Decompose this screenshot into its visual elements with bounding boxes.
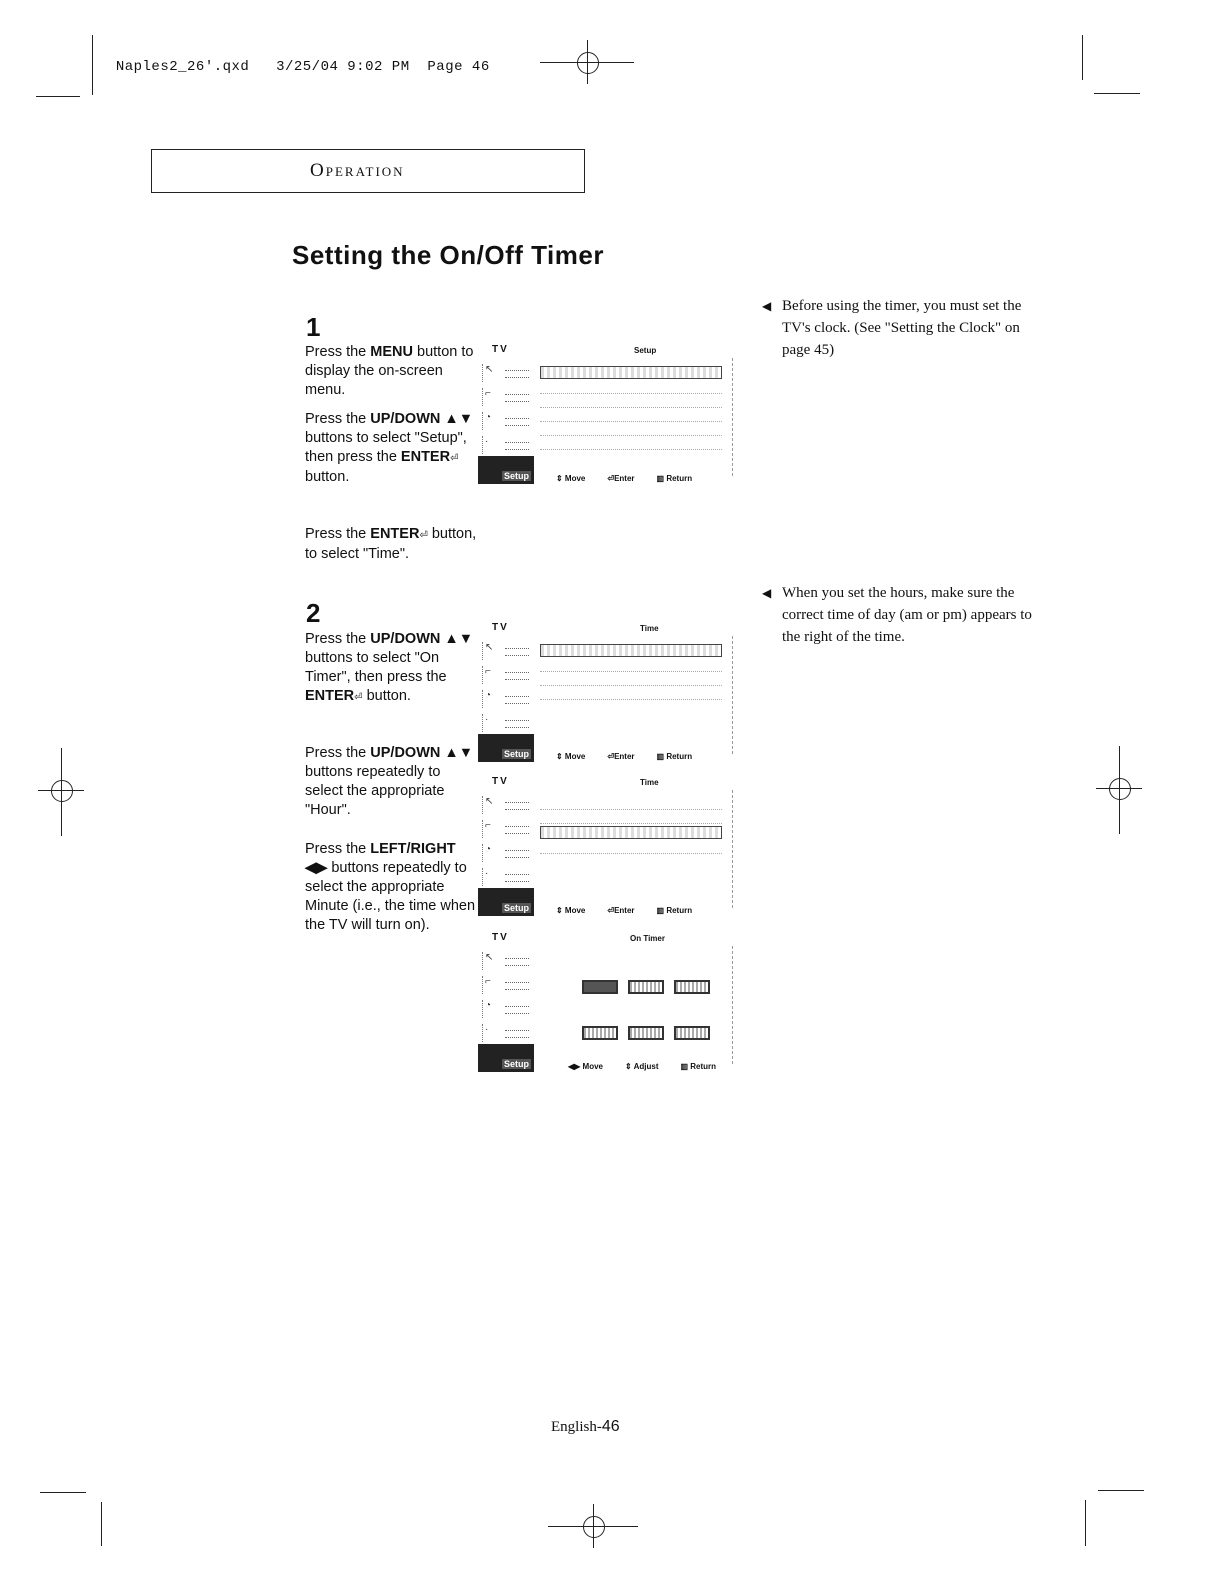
picture-icon: ↖ [482,364,533,382]
return-hint-text: Return [666,752,693,761]
osd-row [540,812,722,824]
slug-file: Naples2_26'.qxd [115,59,250,75]
note-arrow-icon: ◀ [762,299,772,313]
page-number [551,1418,620,1436]
minute-field [628,980,664,994]
section-label: Operation [310,160,405,181]
step-2-para-1 [305,630,480,707]
osd-tv-label: TV [492,622,509,633]
enter-key: ENTER [400,449,451,465]
picture-icon: ↖ [482,952,533,970]
footer-page: 46 [601,1418,620,1435]
enter-hint: ⏎Enter [607,752,635,761]
updown-key: UP/DOWN ▲▼ [370,745,474,761]
osd-row [540,410,722,422]
print-slug [98,43,490,75]
updown-key: UP/DOWN ▲▼ [370,411,474,427]
text: buttons to select "On Timer", then press the [305,650,447,685]
enter-hint-text: Enter [614,474,635,483]
slug-page: Page 46 [427,59,490,75]
enter-key: ENTER [370,526,420,542]
channel-icon: ◔ [482,1000,533,1018]
channel-field [582,1026,618,1040]
footer-lang: English- [551,1419,602,1435]
setup-tile-icon [478,888,534,916]
osd-screen-time-2 [478,776,740,924]
osd-tv-label: TV [492,344,509,355]
leftright-key: LEFT/RIGHT ◀▶ [305,841,456,876]
return-hint-text: Return [690,1062,717,1071]
setup-label: Setup [503,749,529,759]
picture-icon: ↖ [482,796,533,814]
crop-mark [40,1492,86,1493]
note-text: Before using the timer, you must set the TV's clock. (See "Setting the Clock" on page 45) [782,298,1022,358]
text: button, to select "Time". [305,526,477,562]
osd-screen-time-1 [478,622,740,770]
crop-mark [1085,1500,1086,1546]
setup-tile-icon [478,1044,534,1072]
osd-row [540,438,722,450]
updown-key: UP/DOWN ▲▼ [370,631,474,647]
osd-row-selected [540,366,722,379]
enter-icon: ⏎ [354,692,363,703]
sound-icon: ⌐ [482,820,533,838]
setup-label: Setup [503,471,529,481]
crop-mark [92,35,93,95]
osd-row [540,674,722,686]
return-hint-text: Return [666,906,693,915]
osd-row [540,382,722,394]
osd-row [540,396,722,408]
osd-row-selected [540,826,722,839]
osd-tv-label: TV [492,776,509,787]
text: Press the [305,411,371,427]
note-arrow-icon: ◀ [762,586,772,600]
osd-row [540,424,722,436]
osd-panel [536,636,733,754]
text: Press the [305,344,371,360]
osd-panel [536,790,733,908]
osd-menu-title: Time [640,624,659,633]
osd-icon-column [478,946,536,1068]
osd-icon-column [478,790,536,912]
osd-menu-title: Time [640,778,659,787]
step-1-para-2 [305,410,480,487]
osd-tv-label: TV [492,932,509,943]
text: buttons repeatedly to select the appropriate "Hour". [305,764,445,818]
sound-icon: ⌐ [482,976,533,994]
setup-label: Setup [503,1059,529,1069]
enter-icon: ⏎ [450,453,459,464]
osd-panel [536,358,733,476]
step-1-number: 1 [306,312,321,342]
hour-field [582,980,618,994]
channel-icon: ◔ [482,690,533,708]
sound-icon: ⌐ [482,666,533,684]
note-text: When you set the hours, make sure the correct time of day (am or pm) appears to the right of the time. [782,585,1032,645]
crop-mark [101,1502,102,1546]
input-icon: · [482,714,533,732]
ampm-field [674,980,710,994]
volume-field [628,1026,664,1040]
input-icon: · [482,1024,533,1042]
slug-date: 3/25/04 [276,59,339,75]
page-title: Setting the On/Off Timer [292,240,604,270]
osd-menu-title: Setup [634,346,657,355]
enter-hint: ⏎Enter [607,906,635,915]
move-hint: ◀▶ Move [568,1062,603,1071]
text: button to display the on-screen menu. [305,344,474,398]
osd-footer [568,1062,738,1071]
channel-icon: ◔ [482,844,533,862]
step-1-para-3 [305,525,480,564]
crop-mark [1082,35,1083,80]
return-hint: ▥ Return [656,906,693,915]
move-hint: ⇕ Move [556,752,586,761]
move-hint: ⇕ Move [556,474,586,483]
note-before-timer [762,295,1042,361]
osd-screen-on-timer [478,932,740,1080]
enter-hint-text: Enter [614,752,635,761]
osd-footer [556,906,714,915]
text: buttons to select "Setup", then press the [305,430,467,465]
setup-label: Setup [503,903,529,913]
setup-tile-icon [478,456,534,484]
move-hint: ⇕ Move [556,906,586,915]
enter-key: ENTER [305,688,355,704]
step-2-para-2 [305,744,480,820]
step-2-para-3 [305,840,480,935]
input-icon: · [482,436,533,454]
osd-row [540,842,722,854]
return-hint: ▥ Return [656,752,693,761]
osd-row [540,688,722,700]
slug-time: 9:02 PM [347,59,410,75]
crop-mark [1094,93,1140,94]
osd-icon-column [478,636,536,758]
osd-footer [556,474,714,483]
osd-row [540,660,722,672]
activation-field [674,1026,710,1040]
osd-row-selected [540,644,722,657]
osd-icon-column [478,358,536,480]
text: Press the [305,745,371,761]
crop-mark [36,96,80,97]
setup-tile-icon [478,734,534,762]
text: Press the [305,631,371,647]
sound-icon: ⌐ [482,388,533,406]
return-hint: ▥ Return [680,1062,717,1071]
text: Press the [305,526,371,542]
menu-key: MENU [370,344,413,360]
text: buttons repeatedly to select the appropriate Minute (i.e., the time when the TV will turn on). [305,860,476,933]
enter-hint: ⏎Enter [607,474,635,483]
enter-icon: ⏎ [419,530,428,541]
return-hint: ▥ Return [656,474,693,483]
input-icon: · [482,868,533,886]
channel-icon: ◔ [482,412,533,430]
osd-panel [536,946,733,1064]
text: button. [305,469,350,485]
note-set-hours [762,582,1042,648]
text: Press the [305,841,371,857]
osd-menu-title: On Timer [630,934,665,943]
crop-mark [1098,1490,1144,1491]
osd-row [540,798,722,810]
return-hint-text: Return [666,474,693,483]
picture-icon: ↖ [482,642,533,660]
step-2-number: 2 [306,598,321,628]
adjust-hint: ⇕ Adjust [624,1062,659,1071]
osd-screen-setup [478,344,740,492]
step-1-para-1 [305,343,480,400]
osd-footer [556,752,714,761]
enter-hint-text: Enter [614,906,635,915]
text: button. [362,688,411,704]
